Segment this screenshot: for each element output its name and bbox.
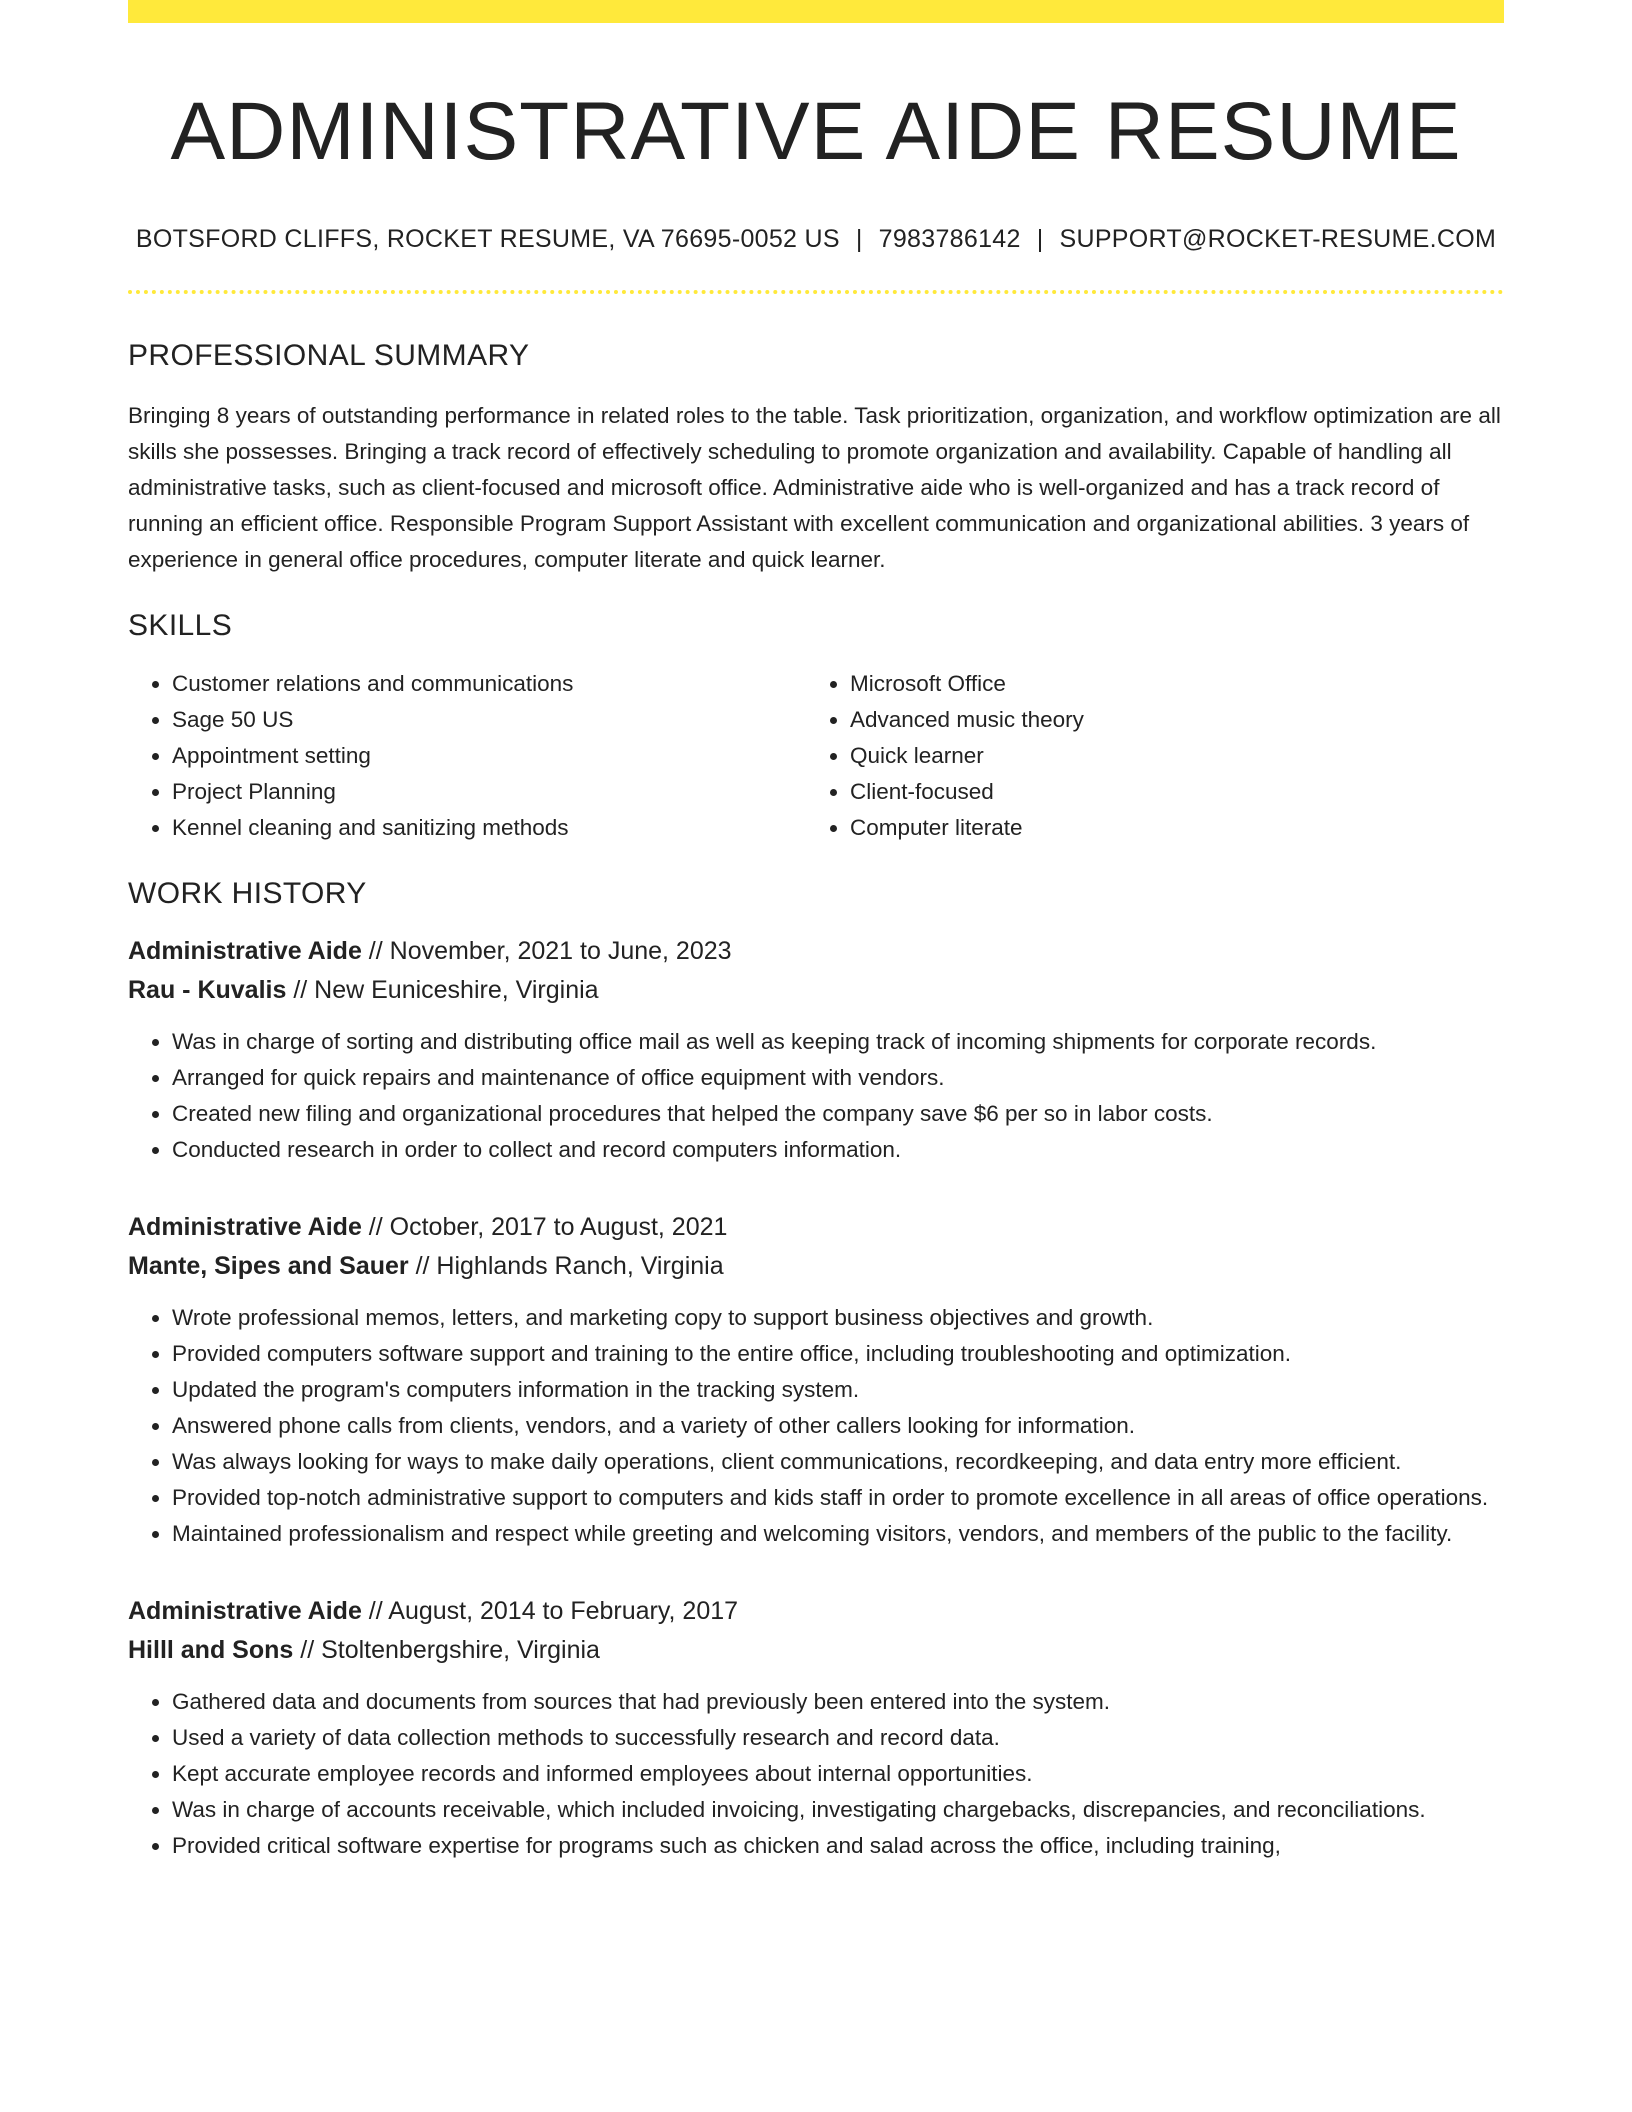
job-bullet: • Was always looking for ways to make daily operations, client communications, recordkeeping, and data entry more efficient.	[172, 1444, 1504, 1480]
skills-column-right	[806, 666, 1084, 846]
job-company: Rau - Kuvalis	[128, 976, 287, 1005]
accent-top-bar	[128, 0, 1504, 23]
job-company-line	[128, 1247, 1504, 1286]
job-dates: // November, 2021 to June, 2023	[361, 937, 732, 966]
job-bullet: • Was in charge of accounts receivable, which included invoicing, investigating chargebacks, discrepancies, and reconciliations.	[172, 1792, 1504, 1828]
job-location: // New Euniceshire, Virginia	[286, 976, 599, 1005]
work-history-heading: WORK HISTORY	[128, 877, 367, 911]
job-entry	[128, 932, 1504, 1168]
job-title: Administrative Aide	[128, 937, 362, 966]
job-bullet: • Answered phone calls from clients, vendors, and a variety of other callers looking for information.	[172, 1408, 1504, 1444]
job-bullet: • Updated the program's computers information in the tracking system.	[172, 1372, 1504, 1408]
skills-heading: SKILLS	[128, 609, 233, 643]
skill-item: • Computer literate	[850, 810, 1084, 846]
skill-item: • Microsoft Office	[850, 666, 1084, 702]
job-title: Administrative Aide	[128, 1597, 362, 1626]
skill-item: • Sage 50 US	[172, 702, 806, 738]
skill-item: • Quick learner	[850, 738, 1084, 774]
job-location: // Highlands Ranch, Virginia	[408, 1252, 724, 1281]
job-bullet: • Provided computers software support and training to the entire office, including troubleshooting and optimization.	[172, 1336, 1504, 1372]
job-company: Hilll and Sons	[128, 1636, 294, 1665]
job-dates: // October, 2017 to August, 2021	[361, 1213, 728, 1242]
job-bullet: • Conducted research in order to collect and record computers information.	[172, 1132, 1504, 1168]
skill-item: • Client-focused	[850, 774, 1084, 810]
job-bullet: • Was in charge of sorting and distributing office mail as well as keeping track of incoming shipments for corporate records.	[172, 1024, 1504, 1060]
job-title: Administrative Aide	[128, 1213, 362, 1242]
dotted-divider	[128, 290, 1504, 294]
job-bullets	[128, 1684, 1504, 1864]
skills-column-left	[128, 666, 806, 846]
job-title-line	[128, 1592, 1504, 1631]
page-title: ADMINISTRATIVE AIDE RESUME	[170, 86, 1462, 177]
job-dates: // August, 2014 to February, 2017	[361, 1597, 739, 1626]
resume-page	[128, 0, 1504, 1864]
job-bullets	[128, 1024, 1504, 1168]
job-bullet: • Wrote professional memos, letters, and marketing copy to support business objectives and growth.	[172, 1300, 1504, 1336]
summary-heading: PROFESSIONAL SUMMARY	[128, 339, 530, 373]
contact-separator: |	[855, 225, 863, 254]
job-entry	[128, 1208, 1504, 1552]
job-bullet: • Maintained professionalism and respect while greeting and welcoming visitors, vendors, and members of the public to the facility.	[172, 1516, 1504, 1552]
job-bullet: • Provided critical software expertise for programs such as chicken and salad across the office, including training,	[172, 1828, 1504, 1864]
contact-phone: 7983786142	[878, 225, 1021, 254]
job-entry	[128, 1592, 1504, 1864]
job-title-line	[128, 932, 1504, 971]
skill-item: • Kennel cleaning and sanitizing methods	[172, 810, 806, 846]
job-title-line	[128, 1208, 1504, 1247]
skill-item: • Customer relations and communications	[172, 666, 806, 702]
summary-text: Bringing 8 years of outstanding performance in related roles to the table. Task prioritization, organization, and workflow optimization are all skills she possesses. Bringing a track record of effectively scheduling to promote organization and availability. Capable of handling all administrative tasks, such as client-focused and microsoft office. Administrative aide who is well-organized and has a track record of running an efficient office. Responsible Program Support Assistant with excellent communication and organizational abilities. 3 years of experience in general office procedures, computer literate and quick learner.	[128, 403, 1501, 573]
job-bullet: • Created new filing and organizational procedures that helped the company save $6 per so in labor costs.	[172, 1096, 1504, 1132]
job-bullet: • Arranged for quick repairs and maintenance of office equipment with vendors.	[172, 1060, 1504, 1096]
job-bullet: • Gathered data and documents from sources that had previously been entered into the system.	[172, 1684, 1504, 1720]
skill-item: • Appointment setting	[172, 738, 806, 774]
job-bullet: • Kept accurate employee records and informed employees about internal opportunities.	[172, 1756, 1504, 1792]
job-bullets	[128, 1300, 1504, 1552]
contact-line	[128, 225, 1504, 254]
skill-item: • Project Planning	[172, 774, 806, 810]
job-bullet: • Used a variety of data collection methods to successfully research and record data.	[172, 1720, 1504, 1756]
contact-email: SUPPORT@ROCKET-RESUME.COM	[1059, 225, 1497, 254]
job-location: // Stoltenbergshire, Virginia	[293, 1636, 600, 1665]
job-company-line	[128, 971, 1504, 1010]
job-company: Mante, Sipes and Sauer	[128, 1252, 409, 1281]
contact-address: BOTSFORD CLIFFS, ROCKET RESUME, VA 76695-0052 US	[135, 225, 840, 254]
job-company-line	[128, 1631, 1504, 1670]
contact-separator: |	[1036, 225, 1044, 254]
job-bullet: • Provided top-notch administrative support to computers and kids staff in order to promote excellence in all areas of office operations.	[172, 1480, 1504, 1516]
skills-list	[128, 666, 1504, 846]
skill-item: • Advanced music theory	[850, 702, 1084, 738]
